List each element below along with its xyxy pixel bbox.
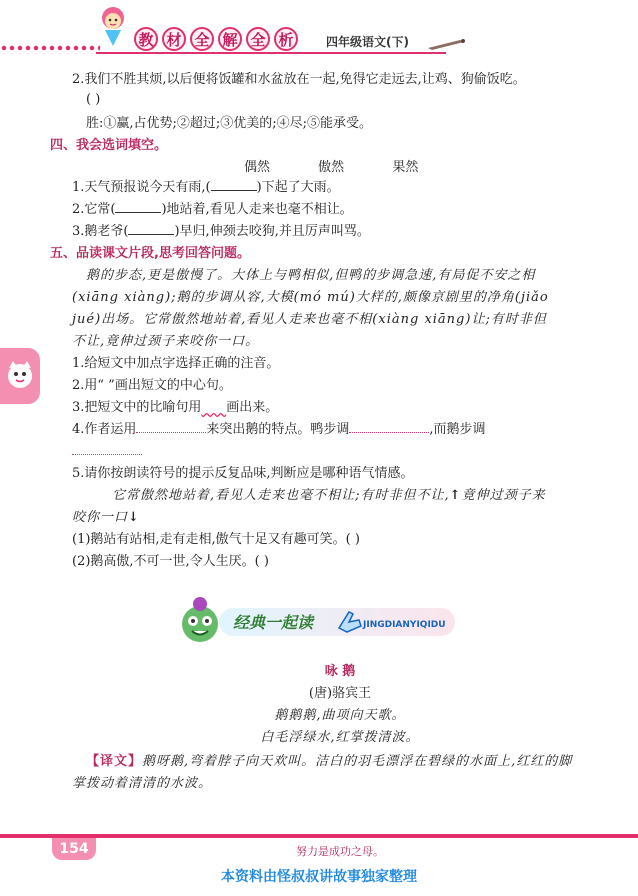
question-1: 1.给短文中加点字选择正确的注音。 — [72, 356, 280, 371]
wavy-line-sample — [201, 400, 226, 415]
fill-item-3 — [72, 222, 370, 242]
poem-line: 鹅鹅鹅,曲项向天歌。 — [274, 708, 406, 723]
section-5-heading: 五、品读课文片段,思考回答问题。 — [50, 246, 250, 261]
fill-blank[interactable] — [115, 212, 161, 213]
q5-passage — [112, 486, 546, 506]
title-char: 全 — [246, 27, 270, 51]
word-choice: 傲然 — [318, 160, 345, 175]
fill-blank[interactable] — [349, 432, 429, 433]
fill-item-text: 2.它常( — [72, 202, 116, 217]
translation-line — [86, 752, 572, 772]
passage-line: 不让,竟伸过颈子来咬你一口。 — [72, 334, 260, 349]
passage-text: 咬你一口 — [72, 510, 129, 525]
fill-blank[interactable] — [72, 454, 142, 455]
fill-item-text: )地站着,看见人走来也毫不相让。 — [161, 202, 353, 217]
fill-item-2 — [72, 200, 353, 220]
word-choices — [244, 158, 462, 178]
title-char: 教 — [134, 27, 158, 51]
fill-blank[interactable] — [128, 234, 174, 235]
question-5: 5.请你按朗读符号的提示反复品味,判断应是哪种语气情感。 — [72, 466, 414, 481]
question-4-blank-2 — [72, 442, 142, 462]
section-4-heading: 四、我会选词填空。 — [50, 138, 168, 153]
fill-item-text: )下起了大雨。 — [256, 180, 340, 195]
passage-line: (xiāng xiàng);鹅的步调从容,大模(mó mú)大样的,颇像京剧里的净角(jiǎo — [72, 290, 549, 305]
book-title — [134, 27, 298, 51]
question-text: 3.把短文中的比喻句用 — [72, 400, 202, 415]
question-text: 4.作者运用 — [72, 422, 137, 437]
watermark-text: 本资料由怪叔叔讲故事独家整理 — [221, 869, 417, 885]
green-monster-icon — [175, 596, 225, 646]
q2-options: 胜:①赢,占优势;②超过;③优美的;④尽;⑤能承受。 — [86, 116, 373, 131]
poem-title: 咏 鹅 — [324, 664, 356, 679]
passage-line: jué)出场。它常傲然地站着,看见人走来也毫不相(xiàng xiāng)让;有时非但 — [72, 312, 547, 327]
passage-line: 鹅的步态,更是傲慢了。大体上与鸭相似,但鸭的步调急速,有局促不安之相 — [86, 268, 536, 283]
q5-option-1: (1)鹅站有站相,走有走相,傲气十足又有趣可笑。( ) — [72, 532, 360, 547]
title-char: 解 — [218, 27, 242, 51]
cat-face-icon — [6, 360, 34, 390]
word-choice: 果然 — [392, 160, 419, 175]
question-2: 2.用“ ”画出短文的中心句。 — [72, 378, 232, 393]
falling-tone-arrow-icon: ↓ — [128, 510, 140, 525]
fill-item-text: )早归,伸颈去咬狗,并且厉声叫骂。 — [174, 224, 370, 239]
mascot-girl-icon — [95, 4, 131, 48]
banner-title: 经典一起读 — [233, 613, 314, 632]
title-char: 全 — [190, 27, 214, 51]
fill-item-text: 1.天气预报说今天有雨,( — [72, 180, 211, 195]
fill-item-1 — [72, 178, 340, 198]
passage-text: 竟伸过颈子来 — [461, 488, 546, 503]
question-text: 来突出鹅的特点。鸭步调 — [206, 422, 350, 437]
side-tab — [0, 348, 40, 404]
footer-motto: 努力是成功之母。 — [296, 845, 384, 858]
q5-passage-cont — [72, 508, 140, 528]
header-rule — [96, 52, 446, 54]
translation-label: 【译文】 — [86, 754, 143, 769]
q2-answer-paren: ( ) — [86, 92, 101, 107]
fill-blank[interactable] — [136, 432, 206, 433]
fill-item-text: 3.鹅老爷( — [72, 224, 129, 239]
translation-line-2: 掌拨动着清清的水波。 — [72, 776, 213, 791]
word-choice: 偶然 — [244, 160, 271, 175]
page-number: 154 — [52, 838, 96, 860]
grade-label: 四年级语文(下) — [326, 35, 409, 49]
fill-blank[interactable] — [211, 190, 257, 191]
page-header — [0, 0, 638, 64]
classic-reading-banner — [175, 596, 461, 648]
q5-option-2: (2)鹅高傲,不可一世,令人生厌。( ) — [72, 554, 269, 569]
banner-pinyin: JINGDIANYIQIDU — [363, 620, 446, 630]
question-4 — [72, 420, 486, 440]
question-text: ,而鹅步调 — [429, 422, 486, 437]
pen-icon — [426, 38, 466, 50]
translation-text: 鹅呀鹅,弯着脖子向天欢叫。洁白的羽毛漂浮在碧绿的水面上,红红的脚 — [142, 754, 573, 769]
title-char: 材 — [162, 27, 186, 51]
header-dot-pattern — [0, 44, 100, 54]
poem-line: 白毛浮绿水,红掌拨清波。 — [260, 730, 420, 745]
passage-text: 它常傲然地站着,看见人走来也毫不相让;有时非但不让, — [112, 488, 450, 503]
rising-tone-arrow-icon: ↑ — [449, 488, 462, 503]
hand-pointer-icon — [335, 606, 365, 636]
question-3 — [72, 398, 278, 418]
title-char: 析 — [274, 27, 298, 51]
poem-author: (唐)骆宾王 — [308, 686, 372, 701]
q2-text: 2.我们不胜其烦,以后便将饭罐和水盆放在一起,免得它走远去,让鸡、狗偷饭吃。 — [72, 72, 526, 87]
question-text: 画出来。 — [226, 400, 279, 415]
